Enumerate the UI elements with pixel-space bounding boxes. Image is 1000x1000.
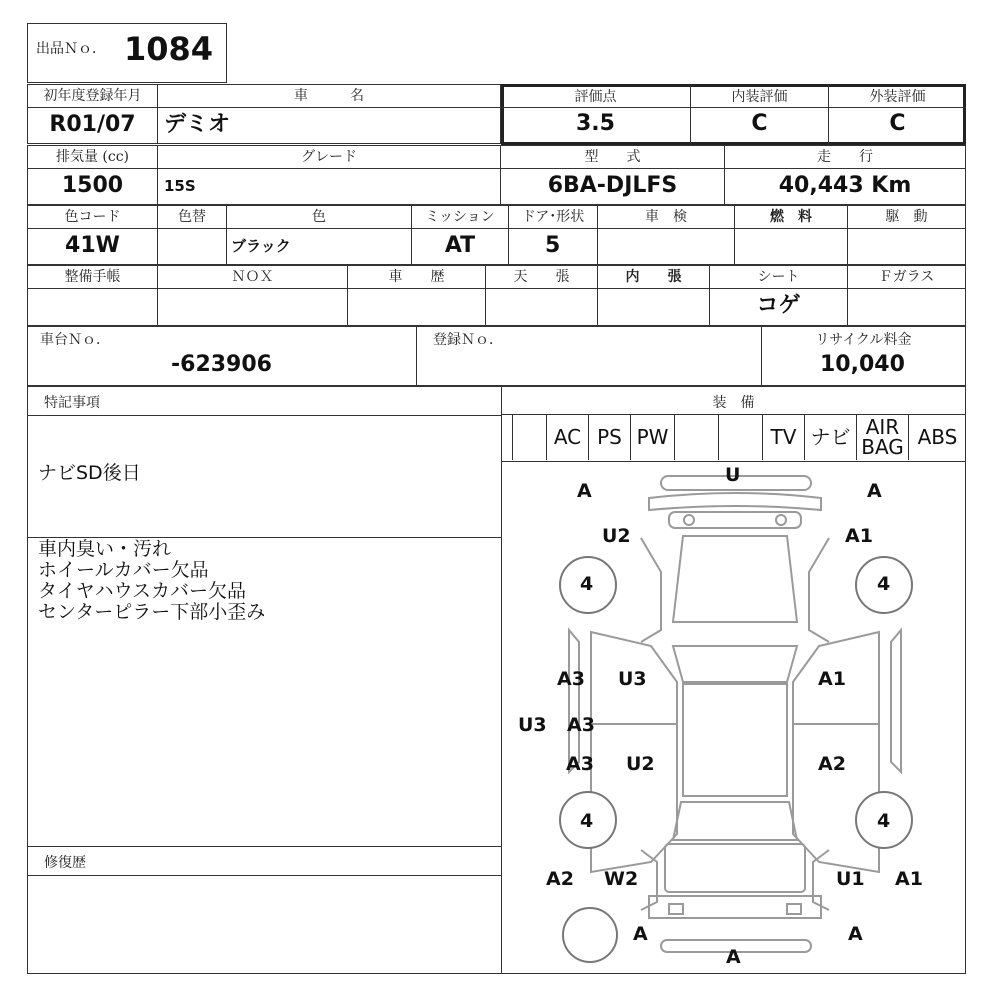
equipment-item-abs: ABS xyxy=(908,414,966,460)
nox-label: ＮＯＸ xyxy=(158,266,347,289)
history-cell xyxy=(347,265,486,326)
exterior-rating-value: C xyxy=(889,111,906,136)
notes-divider-top xyxy=(27,415,502,416)
mileage-value: 40,443 Km xyxy=(778,173,912,198)
score-value: 3.5 xyxy=(576,111,615,136)
car-name-value: デミオ xyxy=(164,112,231,137)
trunk xyxy=(665,844,805,892)
history-label: 車 歴 xyxy=(348,266,485,289)
special-note-line: ホイールカバー欠品 xyxy=(38,559,209,581)
mark-rear-door-left: A3 xyxy=(566,753,594,775)
color-cell xyxy=(226,205,412,265)
model-label: 型 式 xyxy=(501,146,724,169)
mark-roof-left: U3 xyxy=(618,668,647,690)
equipment-item-tv: TV xyxy=(762,414,804,460)
mark-roof-rear-left: U2 xyxy=(626,753,655,775)
inspection-label: 車 検 xyxy=(598,206,734,229)
repair-divider-bottom xyxy=(27,875,502,876)
mileage-label: 走 行 xyxy=(725,146,965,169)
door-cell xyxy=(508,205,598,265)
inspection-cell xyxy=(597,205,735,265)
front-fender-left xyxy=(641,538,661,642)
interior-rating-label: 内装評価 xyxy=(731,89,788,105)
mark-quarter-left: A2 xyxy=(546,868,574,890)
recycle-fee-cell xyxy=(761,326,966,386)
interior-rating-value: C xyxy=(751,111,768,136)
mark-rear-center: A xyxy=(726,946,741,968)
chassis-cell xyxy=(27,326,417,386)
equipment-item-blank-2 xyxy=(674,414,718,460)
mark-hood-left: U2 xyxy=(602,525,631,547)
drive-label: 駆 動 xyxy=(848,206,965,229)
mark-front-left: A xyxy=(577,480,592,502)
exterior-rating-label: 外装評価 xyxy=(869,89,926,105)
repair-divider-top xyxy=(27,846,502,847)
mark-trunk-left: W2 xyxy=(604,868,639,890)
equipment-item-navi: ナビ xyxy=(804,414,856,460)
seat-cell xyxy=(709,265,848,326)
front-fender-right xyxy=(809,538,829,642)
recycle-fee-value: 10,040 xyxy=(820,352,905,377)
registration-label: 登録Ｎｏ． xyxy=(433,332,503,348)
mark-rear-door-right: A2 xyxy=(818,753,846,775)
hood xyxy=(673,536,797,622)
equipment-item-ps: PS xyxy=(588,414,630,460)
tail-light-left xyxy=(669,904,683,914)
mark-front-center: U xyxy=(725,464,741,486)
lot-number-label: 出品Ｎｏ． xyxy=(36,41,106,57)
repaint-label: 色替 xyxy=(158,206,226,229)
grade-cell xyxy=(157,145,501,205)
spare-tire xyxy=(563,908,617,962)
rating-divider xyxy=(501,107,966,108)
lot-number-box xyxy=(27,23,227,83)
windshield xyxy=(673,646,797,682)
color-code-label: 色コード xyxy=(28,206,157,229)
mark-pillar-left: A3 xyxy=(557,668,585,690)
equipment-item-blank xyxy=(512,414,546,460)
lot-number-value: 1084 xyxy=(124,30,214,68)
mark-tire-rear-left: 4 xyxy=(580,810,594,832)
repaint-cell xyxy=(157,205,227,265)
interior-trim-label: 内 張 xyxy=(598,266,709,289)
mark-hood-right: A1 xyxy=(845,525,873,547)
displacement-label: 排気量 (cc) xyxy=(28,146,157,169)
model-value: 6BA-DJLFS xyxy=(547,173,678,198)
mark-door-left-u: U3 xyxy=(518,714,547,736)
model-cell xyxy=(500,145,725,205)
grade-value: 15S xyxy=(164,177,196,195)
grade-label: グレード xyxy=(158,146,500,169)
mirror-left xyxy=(569,630,579,772)
mark-pillar-right: A1 xyxy=(818,668,846,690)
mark-door-left-a: A3 xyxy=(567,714,595,736)
service-book-cell xyxy=(27,265,158,326)
score-cell xyxy=(501,84,691,145)
recycle-fee-label: リサイクル料金 xyxy=(815,332,912,348)
color-code-cell xyxy=(27,205,158,265)
repair-history-label: 修復歴 xyxy=(44,855,86,871)
transmission-value: AT xyxy=(444,233,476,258)
mark-tire-front-right: 4 xyxy=(877,573,891,595)
interior-trim-cell xyxy=(597,265,710,326)
transmission-cell xyxy=(411,205,509,265)
headlight-left xyxy=(684,515,694,525)
chassis-label: 車台Ｎｏ． xyxy=(40,332,110,348)
reg-date-cell xyxy=(27,84,158,144)
mileage-cell xyxy=(724,145,966,205)
reg-date-value: R01/07 xyxy=(49,112,136,137)
mark-trunk-right: U1 xyxy=(836,868,865,890)
door-label: ドア･形状 xyxy=(509,206,597,229)
roof xyxy=(683,684,787,796)
tail-light-right xyxy=(787,904,801,914)
equipment-item-airbag: AIR BAG xyxy=(856,414,908,460)
special-notes-label: 特記事項 xyxy=(44,395,100,411)
special-notes-list xyxy=(38,539,265,623)
special-note-top: ナビSD後日 xyxy=(38,462,141,484)
roof-lining-cell xyxy=(485,265,598,326)
displacement-value: 1500 xyxy=(61,173,124,198)
service-book-label: 整備手帳 xyxy=(28,266,157,289)
special-note-line: 車内臭い・汚れ xyxy=(38,538,172,560)
front-glass-label: Ｆガラス xyxy=(848,266,965,289)
chassis-value: -623906 xyxy=(171,352,272,377)
fuel-label: 燃 料 xyxy=(735,206,847,229)
front-glass-cell xyxy=(847,265,966,326)
roof-lining-label: 天 張 xyxy=(486,266,597,289)
equipment-item-blank-3 xyxy=(718,414,762,460)
reg-date-label: 初年度登録年月 xyxy=(28,85,157,108)
seat-label: シート xyxy=(710,266,847,289)
mark-tire-rear-right: 4 xyxy=(877,810,891,832)
special-note-line: タイヤハウスカバー欠品 xyxy=(38,580,247,602)
seat-value: コゲ xyxy=(756,293,801,318)
mark-front-right: A xyxy=(867,480,882,502)
exterior-rating-cell xyxy=(829,84,966,145)
equipment-item-ac: AC xyxy=(546,414,588,460)
mark-quarter-right: A1 xyxy=(895,868,923,890)
car-name-label: 車 名 xyxy=(158,85,500,108)
car-name-cell xyxy=(157,84,501,144)
color-label: 色 xyxy=(227,206,411,229)
equipment-label: 装 備 xyxy=(712,395,755,411)
mirror-right xyxy=(891,630,901,772)
mark-tire-front-left: 4 xyxy=(580,573,594,595)
nox-cell xyxy=(157,265,348,326)
door-value: 5 xyxy=(545,233,561,258)
interior-rating-cell xyxy=(691,84,829,145)
rear-glass xyxy=(673,802,797,840)
equipment-item-pw: PW xyxy=(630,414,674,460)
color-value: ブラック xyxy=(231,237,291,255)
score-label: 評価点 xyxy=(574,89,617,105)
mark-rear-left: A xyxy=(633,923,648,945)
special-note-line: センターピラー下部小歪み xyxy=(38,601,266,623)
displacement-cell xyxy=(27,145,158,205)
fuel-cell xyxy=(734,205,848,265)
transmission-label: ミッション xyxy=(412,206,508,229)
registration-cell xyxy=(416,326,762,386)
color-code-value: 41W xyxy=(65,233,120,258)
mark-rear-right: A xyxy=(848,923,863,945)
front-bumper-bottom xyxy=(649,493,821,510)
headlight-right xyxy=(776,515,786,525)
drive-cell xyxy=(847,205,966,265)
